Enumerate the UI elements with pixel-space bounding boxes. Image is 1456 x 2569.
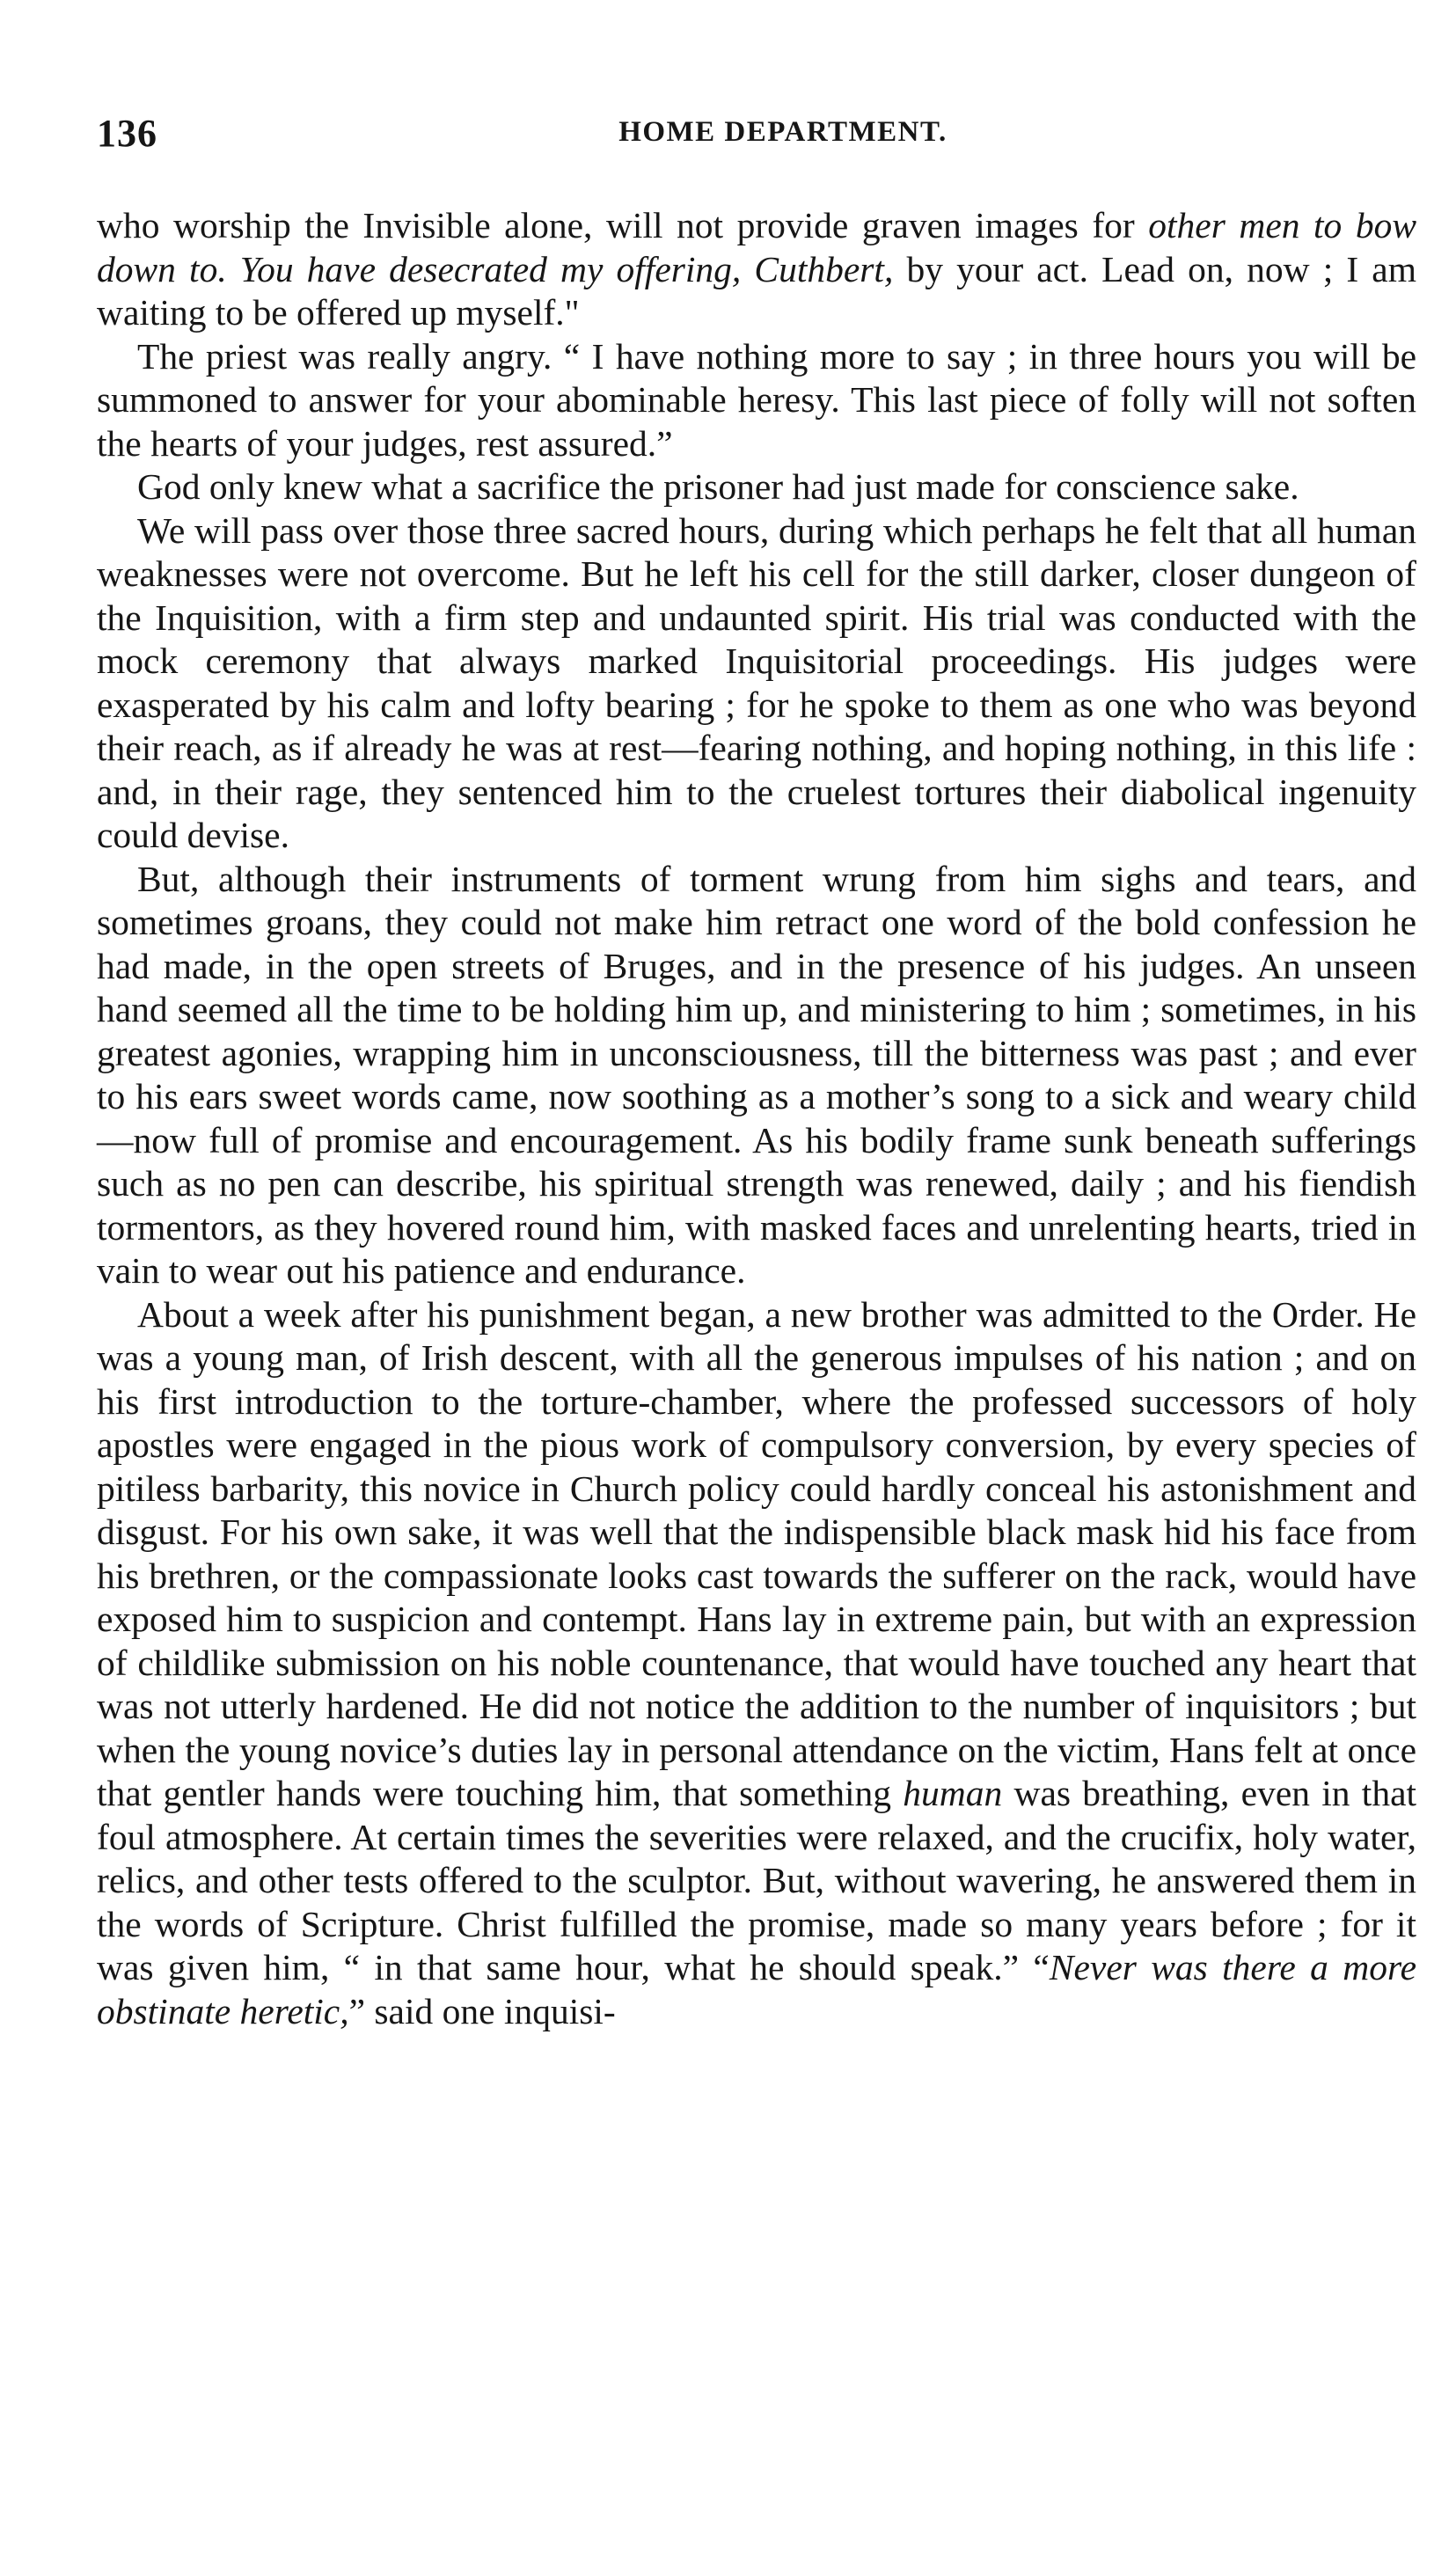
body-text xyxy=(97,204,1416,2033)
paragraph xyxy=(97,465,1416,509)
text-run: God only knew what a sacrifice the prisoner had just made for conscience sake. xyxy=(137,466,1299,507)
running-head xyxy=(97,111,1416,158)
text-run: The priest was really angry. “ I have nothing more to say ; in three hours you will be summoned to answer for your abominable heresy. This last piece of folly will not soften the hearts of your judges, rest assured.” xyxy=(97,335,1416,464)
paragraph xyxy=(97,509,1416,858)
text-run: We will pass over those three sacred hours, during which perhaps he felt that all human weaknesses were not overcome. But he left his cell for the still darker, closer dungeon of the Inquisition, with a firm step and undaunted spirit. His trial was conducted with the mock ceremony that always marked Inquisitorial proceedings. His judges were exasperated by his calm and lofty bearing ; for he spoke to them as one who was beyond their reach, as if already he was at rest—fearing nothing, and hoping nothing, in this life : and, in their rage, they sentenced him to the cruelest tortures their diabolical ingenuity could devise. xyxy=(97,509,1416,855)
text-run: ” said one inquisi- xyxy=(348,1990,616,2031)
paragraph xyxy=(97,204,1416,335)
text-run: About a week after his punishment began, a new brother was admitted to the Order. He was a young man, of Irish descent, with all the generous impulses of his nation ; and on his first introduction to the torture-chamber, where the professed successors of holy apostles were engaged in the pious work of compulsory conversion, by every species of pitiless barbarity, this novice in Church policy could hardly conceal his astonishment and disgust. For his own sake, it was well that the indispensible black mask hid his face from his brethren, or the compassionate looks cast towards the sufferer on the rack, would have exposed him to suspicion and contempt. Hans lay in extreme pain, but with an expression of childlike submission on his noble countenance, that would have touched any heart that was not utterly hardened. He did not notice the addition to the number of inquisitors ; but when the young novice’s duties lay in personal attendance on the victim, Hans felt at once that gentler hands were touching him, that something xyxy=(97,1293,1416,1813)
book-page xyxy=(97,111,1416,2033)
italic-text: human xyxy=(903,1773,1003,1813)
paragraph xyxy=(97,1293,1416,2034)
italic-text: other men to bow down to. You have desecrated my offering, Cuthbert, xyxy=(97,205,1416,289)
page-heading: HOME DEPARTMENT. xyxy=(618,116,947,148)
text-run: who worship the Invisible alone, will not provide graven images for xyxy=(97,205,1149,245)
text-run: was breathing, even in that foul atmosphere. At certain times the severities were relaxed, and the crucifix, holy water, relics, and other tests offered to the sculptor. But, without wavering, he answered them in the words of Scripture. Christ fulfilled the promise, made so many years before ; for it was given him, “ in that same hour, what he should speak.” “ xyxy=(97,1773,1417,1987)
text-run: But, although their instruments of torment wrung from him sighs and tears, and sometimes groans, they could not make him retract one word of the bold confession he had made, in the open streets of Bruges, and in the presence of his judges. An unseen hand seemed all the time to be holding him up, and ministering to him ; sometimes, in his greatest agonies, wrapping him in unconsciousness, till the bitterness was past ; and ever to his ears sweet words came, now soothing as a mother’s song to a sick and weary child—now full of promise and encouragement. As his bodily frame sunk beneath sufferings such as no pen can describe, his spiritual strength was renewed, daily ; and his fiendish tormentors, as they hovered round him, with masked faces and unrelenting hearts, tried in vain to wear out his patience and endurance. xyxy=(97,858,1416,1291)
page-number: 136 xyxy=(97,112,157,155)
text-run: by your act. Lead on, now ; I am waiting to be offered up myself." xyxy=(97,248,1416,333)
paragraph xyxy=(97,335,1416,466)
paragraph xyxy=(97,858,1416,1293)
italic-text: Never was there a more obstinate heretic, xyxy=(97,1947,1416,2031)
